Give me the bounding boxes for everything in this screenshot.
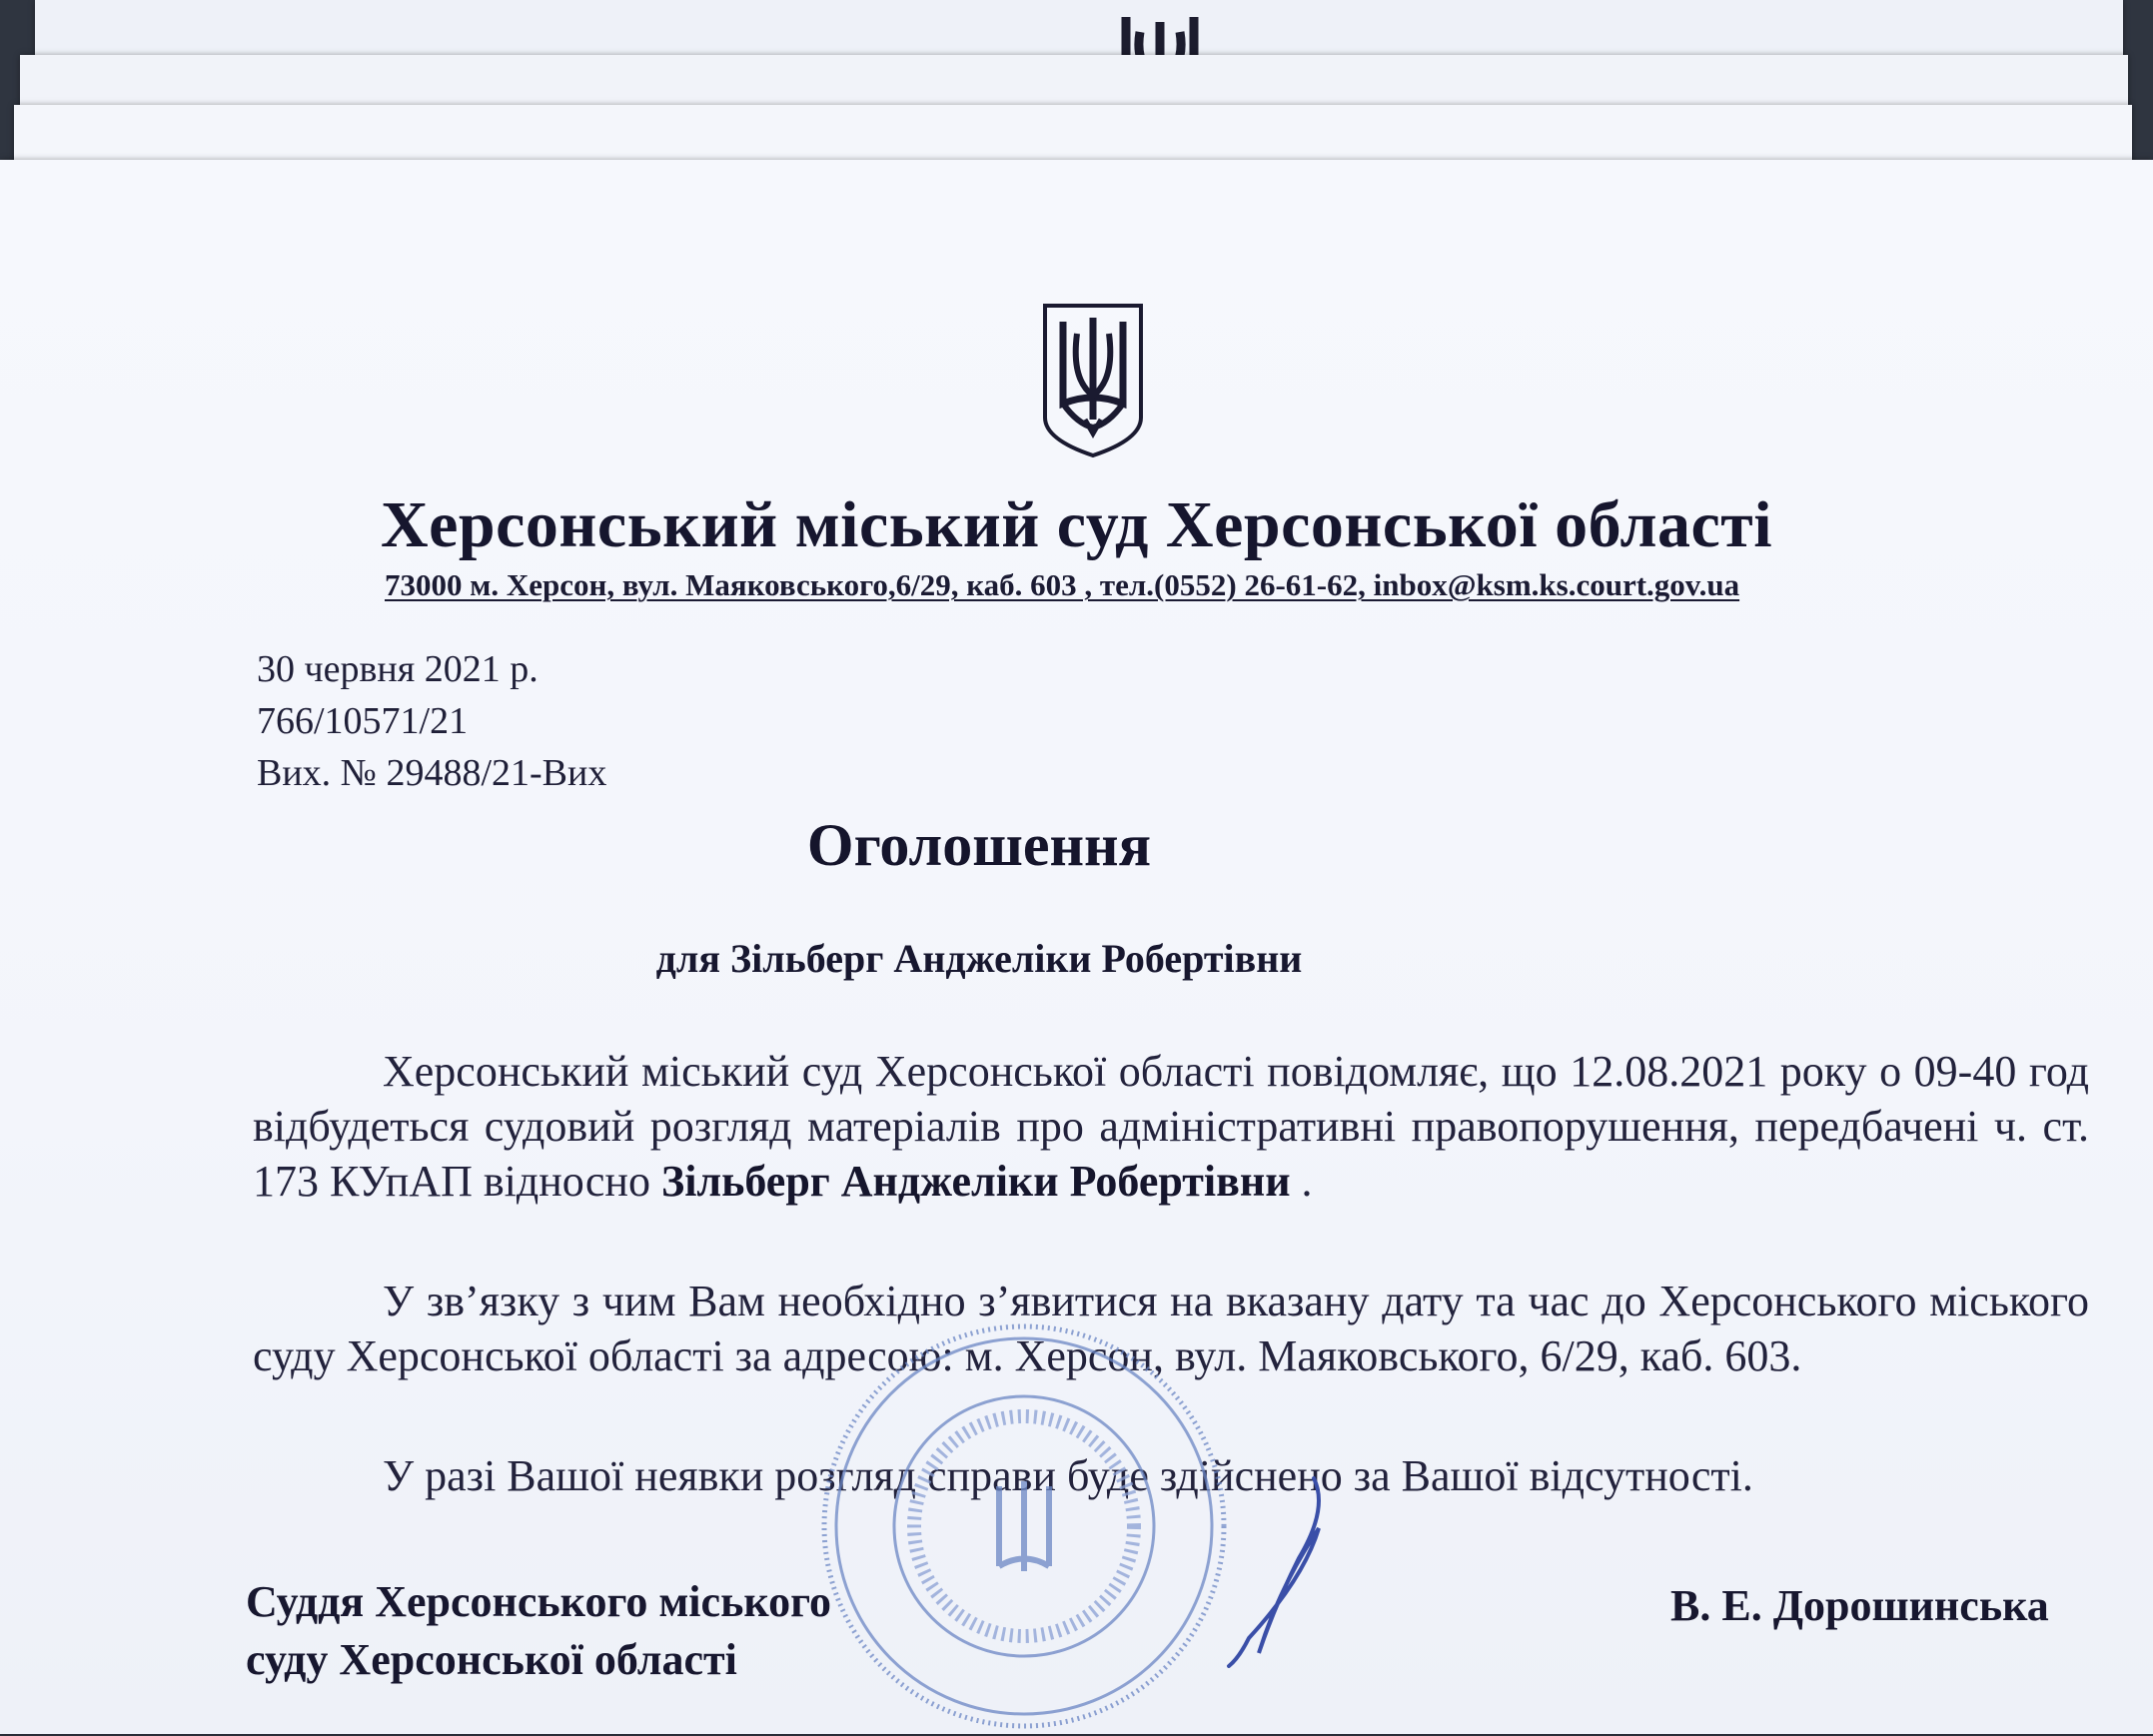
judge-title-line: Суддя Херсонського міського (246, 1577, 831, 1626)
document-heading: Оголошення (806, 812, 1152, 878)
handwritten-signature (1219, 1468, 1339, 1668)
outgoing-number: Вих. № 29488/21-Вих (257, 752, 607, 794)
paragraph-text: Херсонський міський суд Херсонської області повідомляє, що 12.08.2021 року о 09-40 год відбудеться судовий розгляд матеріалів про адміністративні правопорушення, передбачені ч. ст. 173 КУпАП відносно (253, 1047, 2089, 1206)
judge-title (246, 1573, 831, 1689)
addressee: для Зільберг Анджеліки Робертівни (655, 936, 1303, 981)
case-number: 766/10571/21 (257, 700, 469, 742)
court-stamp (814, 1316, 1234, 1736)
paragraph-end: . (1301, 1157, 1313, 1206)
judge-title-line: суду Херсонської області (246, 1635, 737, 1684)
court-address: 73000 м. Херсон, вул. Маяковського,6/29, каб. 603 , тел.(0552) 26-61-62, inbox@ksm.ks.court.gov.ua (385, 567, 1740, 602)
defendant-name: Зільберг Анджеліки Робертівни (660, 1157, 1291, 1206)
court-title: Херсонський міський суд Херсонської області (380, 488, 1773, 561)
body-paragraph (253, 1044, 2089, 1209)
document-date: 30 червня 2021 р. (257, 648, 538, 690)
paragraph-text: У зв’язку з чим Вам необхідно з’явитися на вказану дату та час до Херсонського міського суду Херсонської області за адресою: м. Херсон, вул. Маяковського, 6/29, каб. 603. (253, 1277, 2089, 1380)
paragraph-text: У разі Вашої неявки розгляд справи буде здійснено за Вашої відсутності. (383, 1451, 1753, 1500)
trident-icon (1037, 300, 1149, 459)
judge-name: В. Е. Дорошинська (1670, 1581, 2049, 1630)
